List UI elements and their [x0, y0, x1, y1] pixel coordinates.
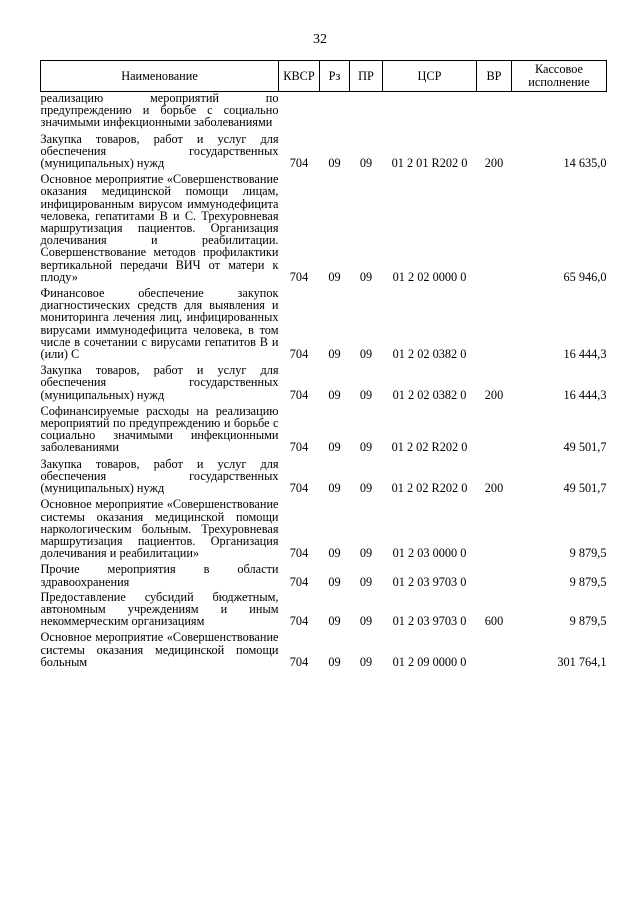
cell-pr: 09 — [359, 614, 373, 629]
cell-csr: 01 2 03 9703 0 — [392, 574, 467, 589]
cell-name: реализацию мероприятий по предупреждению и борьбе с социально значимыми инфекционными заболеваниями — [40, 91, 279, 130]
cell-amount: 65 946,0 — [563, 269, 607, 284]
cell-name: Софинансируемые расходы на реализацию мероприятий по предупреждению и борьбе с социально значимыми инфекционными заболеваниями — [40, 403, 279, 455]
cell-pr: 09 — [359, 387, 373, 402]
cell-name: Закупка товаров, работ и услуг для обеспечения государственных (муниципальных) нужд — [40, 131, 279, 171]
cell-amount: 16 444,3 — [563, 387, 607, 402]
table-row — [41, 169, 607, 283]
cell-rz: 09 — [328, 574, 341, 589]
cell-kvsr: 704 — [289, 269, 309, 284]
cell-kvsr: 704 — [289, 481, 309, 496]
cell-pr — [350, 92, 383, 129]
cell-csr: 01 2 02 0382 0 — [392, 387, 467, 402]
cell-kvsr: 704 — [289, 574, 309, 589]
cell-csr: 01 2 02 0382 0 — [392, 347, 467, 362]
cell-vr — [477, 169, 512, 283]
cell-rz: 09 — [328, 546, 341, 561]
cell-amount: 16 444,3 — [563, 347, 607, 362]
cell-amount: 301 764,1 — [557, 654, 607, 669]
cell-csr: 01 2 02 0000 0 — [392, 269, 467, 284]
header-name: Наименование — [41, 61, 279, 92]
table-row — [41, 283, 607, 360]
cell-amount: 49 501,7 — [563, 481, 607, 496]
cell-pr: 09 — [359, 347, 373, 362]
cell-csr: 01 2 03 9703 0 — [392, 614, 467, 629]
cell-name: Финансовое обеспечение закупок диагностических средств для выявления и мониторинга лечения лиц, инфицированных вирусами иммунодефицита человека, в том числе в сочетании с вирусами гепатитов В и (или) С — [40, 286, 279, 362]
cell-rz — [320, 92, 350, 129]
cell-csr: 01 2 01 R202 0 — [391, 156, 468, 171]
cell-pr: 09 — [359, 481, 373, 496]
cell-kvsr: 704 — [289, 440, 309, 455]
cell-kvsr: 704 — [289, 546, 309, 561]
header-kvsr: КВСР — [279, 61, 320, 92]
cell-name: Закупка товаров, работ и услуг для обеспечения государственных (муниципальных) нужд — [40, 363, 279, 402]
cell-vr: 200 — [484, 387, 504, 402]
cell-name: Основное мероприятие «Совершенствование системы оказания медицинской помощи больным — [40, 630, 279, 669]
cell-csr: 01 2 03 0000 0 — [392, 546, 467, 561]
cell-csr: 01 2 02 R202 0 — [391, 440, 468, 455]
header-pr: ПР — [350, 61, 383, 92]
cell-vr: 600 — [484, 614, 504, 629]
header-amount: Кассовое исполнение — [512, 61, 607, 92]
cell-vr — [477, 92, 512, 129]
cell-rz: 09 — [328, 654, 341, 669]
table-row — [41, 588, 607, 628]
cell-kvsr: 704 — [289, 387, 309, 402]
cell-vr: 200 — [484, 156, 504, 171]
table-row — [41, 494, 607, 559]
cell-amount: 9 879,5 — [569, 546, 607, 561]
budget-table — [40, 60, 607, 668]
table-row — [41, 92, 607, 129]
cell-rz: 09 — [328, 269, 341, 284]
cell-name: Предоставление субсидий бюджетным, автономным учреждениям и иным некоммерческим организациям — [40, 589, 279, 629]
cell-amount: 9 879,5 — [569, 574, 607, 589]
cell-amount: 9 879,5 — [569, 614, 607, 629]
page-number: 32 — [313, 32, 327, 47]
cell-pr: 09 — [359, 546, 373, 561]
cell-vr: 200 — [484, 481, 504, 496]
cell-kvsr: 704 — [289, 614, 309, 629]
cell-pr: 09 — [359, 440, 373, 455]
cell-vr — [477, 494, 512, 559]
table-row — [41, 401, 607, 454]
cell-rz: 09 — [328, 440, 341, 455]
cell-pr: 09 — [359, 156, 373, 171]
cell-rz: 09 — [328, 481, 341, 496]
header-vr: ВР — [477, 61, 512, 92]
cell-name: Прочие мероприятия в области здравоохранения — [40, 562, 279, 589]
table-header-row — [41, 61, 607, 92]
cell-csr — [383, 92, 477, 129]
header-csr: ЦСР — [383, 61, 477, 92]
table-row — [41, 559, 607, 587]
cell-amount: 14 635,0 — [563, 156, 607, 171]
cell-vr — [477, 627, 512, 668]
cell-vr — [477, 283, 512, 360]
cell-name: Основное мероприятие «Совершенствование системы оказания медицинской помощи наркологическим больным. Трехуровневая маршрутизация пациентов. Организация долечивания и реабилитации» — [40, 497, 279, 561]
cell-csr: 01 2 02 R202 0 — [391, 481, 468, 496]
cell-kvsr — [279, 92, 320, 129]
cell-rz: 09 — [328, 387, 341, 402]
cell-name: Закупка товаров, работ и услуг для обеспечения государственных (муниципальных) нужд — [40, 456, 279, 496]
cell-name: Основное мероприятие «Совершенствование оказания медицинской помощи лицам, инфицированным вирусом иммунодефицита человека, гепатитами В и С. Трехуровневая маршрутизация пациентов. Организация долечивания и реабилитации. Совершенствование методов профилактики вертикальной передачи ВИЧ от матери к плоду» — [40, 172, 279, 284]
cell-pr: 09 — [359, 574, 373, 589]
cell-kvsr: 704 — [289, 156, 309, 171]
cell-rz: 09 — [328, 614, 341, 629]
cell-amount: 49 501,7 — [563, 440, 607, 455]
table-row — [41, 627, 607, 668]
cell-rz: 09 — [328, 156, 341, 171]
header-rz: Рз — [320, 61, 350, 92]
table-row — [41, 129, 607, 170]
cell-amount — [512, 92, 607, 129]
cell-pr: 09 — [359, 269, 373, 284]
table-row — [41, 454, 607, 495]
cell-vr — [477, 559, 512, 587]
cell-vr — [477, 401, 512, 454]
cell-csr: 01 2 09 0000 0 — [392, 654, 467, 669]
cell-rz: 09 — [328, 347, 341, 362]
cell-pr: 09 — [359, 654, 373, 669]
cell-kvsr: 704 — [289, 347, 309, 362]
table-row — [41, 360, 607, 401]
cell-kvsr: 704 — [289, 654, 309, 669]
